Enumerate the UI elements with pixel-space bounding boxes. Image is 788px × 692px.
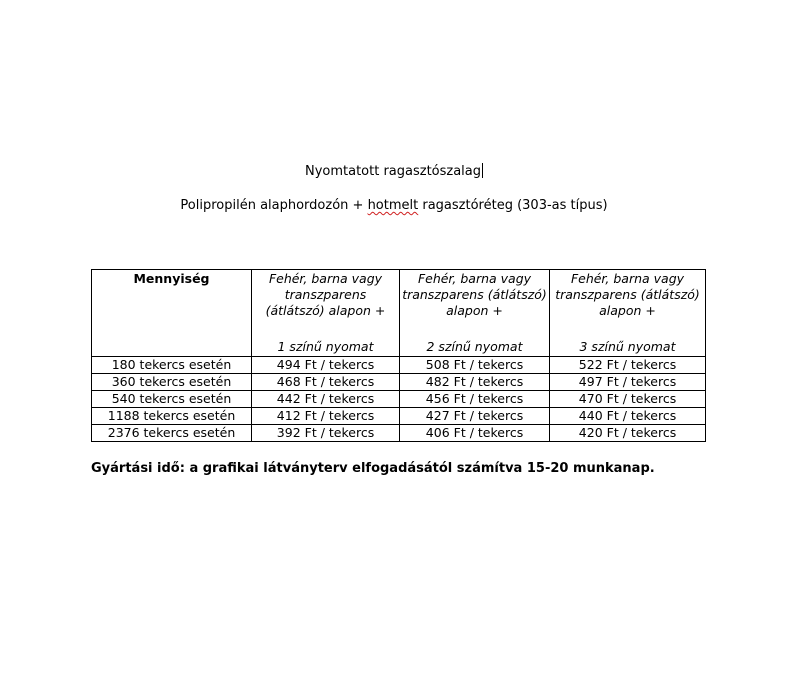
- cell-price-2: 406 Ft / tekercs: [400, 425, 550, 442]
- cell-price-3: 440 Ft / tekercs: [550, 408, 706, 425]
- cell-price-1: 392 Ft / tekercs: [252, 425, 400, 442]
- cell-price-2: 482 Ft / tekercs: [400, 374, 550, 391]
- subtitle-text-2: ragasztóréteg (303-as típus): [418, 198, 608, 213]
- spellcheck-flagged-word: hotmelt: [367, 198, 419, 213]
- cell-price-3: 497 Ft / tekercs: [550, 374, 706, 391]
- table-row: [92, 391, 706, 408]
- cell-quantity: 360 tekercs esetén: [92, 374, 252, 391]
- cell-price-3: 470 Ft / tekercs: [550, 391, 706, 408]
- header-quantity: Mennyiség: [92, 270, 252, 357]
- table-header-row: [92, 270, 706, 357]
- header-variant-1: [252, 270, 400, 357]
- header-variant-2-desc: Fehér, barna vagy transzparens (átlátszó) alapon +: [402, 271, 547, 318]
- cell-price-1: 412 Ft / tekercs: [252, 408, 400, 425]
- header-variant-2-print: 2 színű nyomat: [426, 339, 523, 354]
- document-title: [0, 163, 788, 179]
- cell-quantity: 2376 tekercs esetén: [92, 425, 252, 442]
- header-variant-2: [400, 270, 550, 357]
- table-row: [92, 357, 706, 374]
- cell-price-1: 494 Ft / tekercs: [252, 357, 400, 374]
- cell-price-2: 427 Ft / tekercs: [400, 408, 550, 425]
- table-row: [92, 408, 706, 425]
- cell-price-1: 442 Ft / tekercs: [252, 391, 400, 408]
- price-table: [91, 269, 706, 442]
- cell-quantity: 540 tekercs esetén: [92, 391, 252, 408]
- table-row: [92, 374, 706, 391]
- header-variant-1-desc: Fehér, barna vagy transzparens (átlátszó) alapon +: [265, 271, 386, 318]
- header-variant-3: [550, 270, 706, 357]
- header-variant-1-print: 1 színű nyomat: [277, 339, 374, 354]
- cell-price-3: 420 Ft / tekercs: [550, 425, 706, 442]
- header-variant-3-print: 3 színű nyomat: [579, 339, 676, 354]
- cell-price-3: 522 Ft / tekercs: [550, 357, 706, 374]
- production-time-note: Gyártási idő: a grafikai látványterv elfogadásától számítva 15-20 munkanap.: [91, 461, 655, 476]
- header-variant-3-desc: Fehér, barna vagy transzparens (átlátszó) alapon +: [555, 271, 700, 318]
- cell-price-1: 468 Ft / tekercs: [252, 374, 400, 391]
- cell-price-2: 508 Ft / tekercs: [400, 357, 550, 374]
- cell-quantity: 180 tekercs esetén: [92, 357, 252, 374]
- document-subtitle: [0, 198, 788, 213]
- cell-quantity: 1188 tekercs esetén: [92, 408, 252, 425]
- cell-price-2: 456 Ft / tekercs: [400, 391, 550, 408]
- subtitle-text-1: Polipropilén alaphordozón +: [180, 198, 368, 213]
- title-text: Nyomtatott ragasztószalag: [304, 164, 482, 179]
- table-row: [92, 425, 706, 442]
- text-cursor: [482, 163, 483, 178]
